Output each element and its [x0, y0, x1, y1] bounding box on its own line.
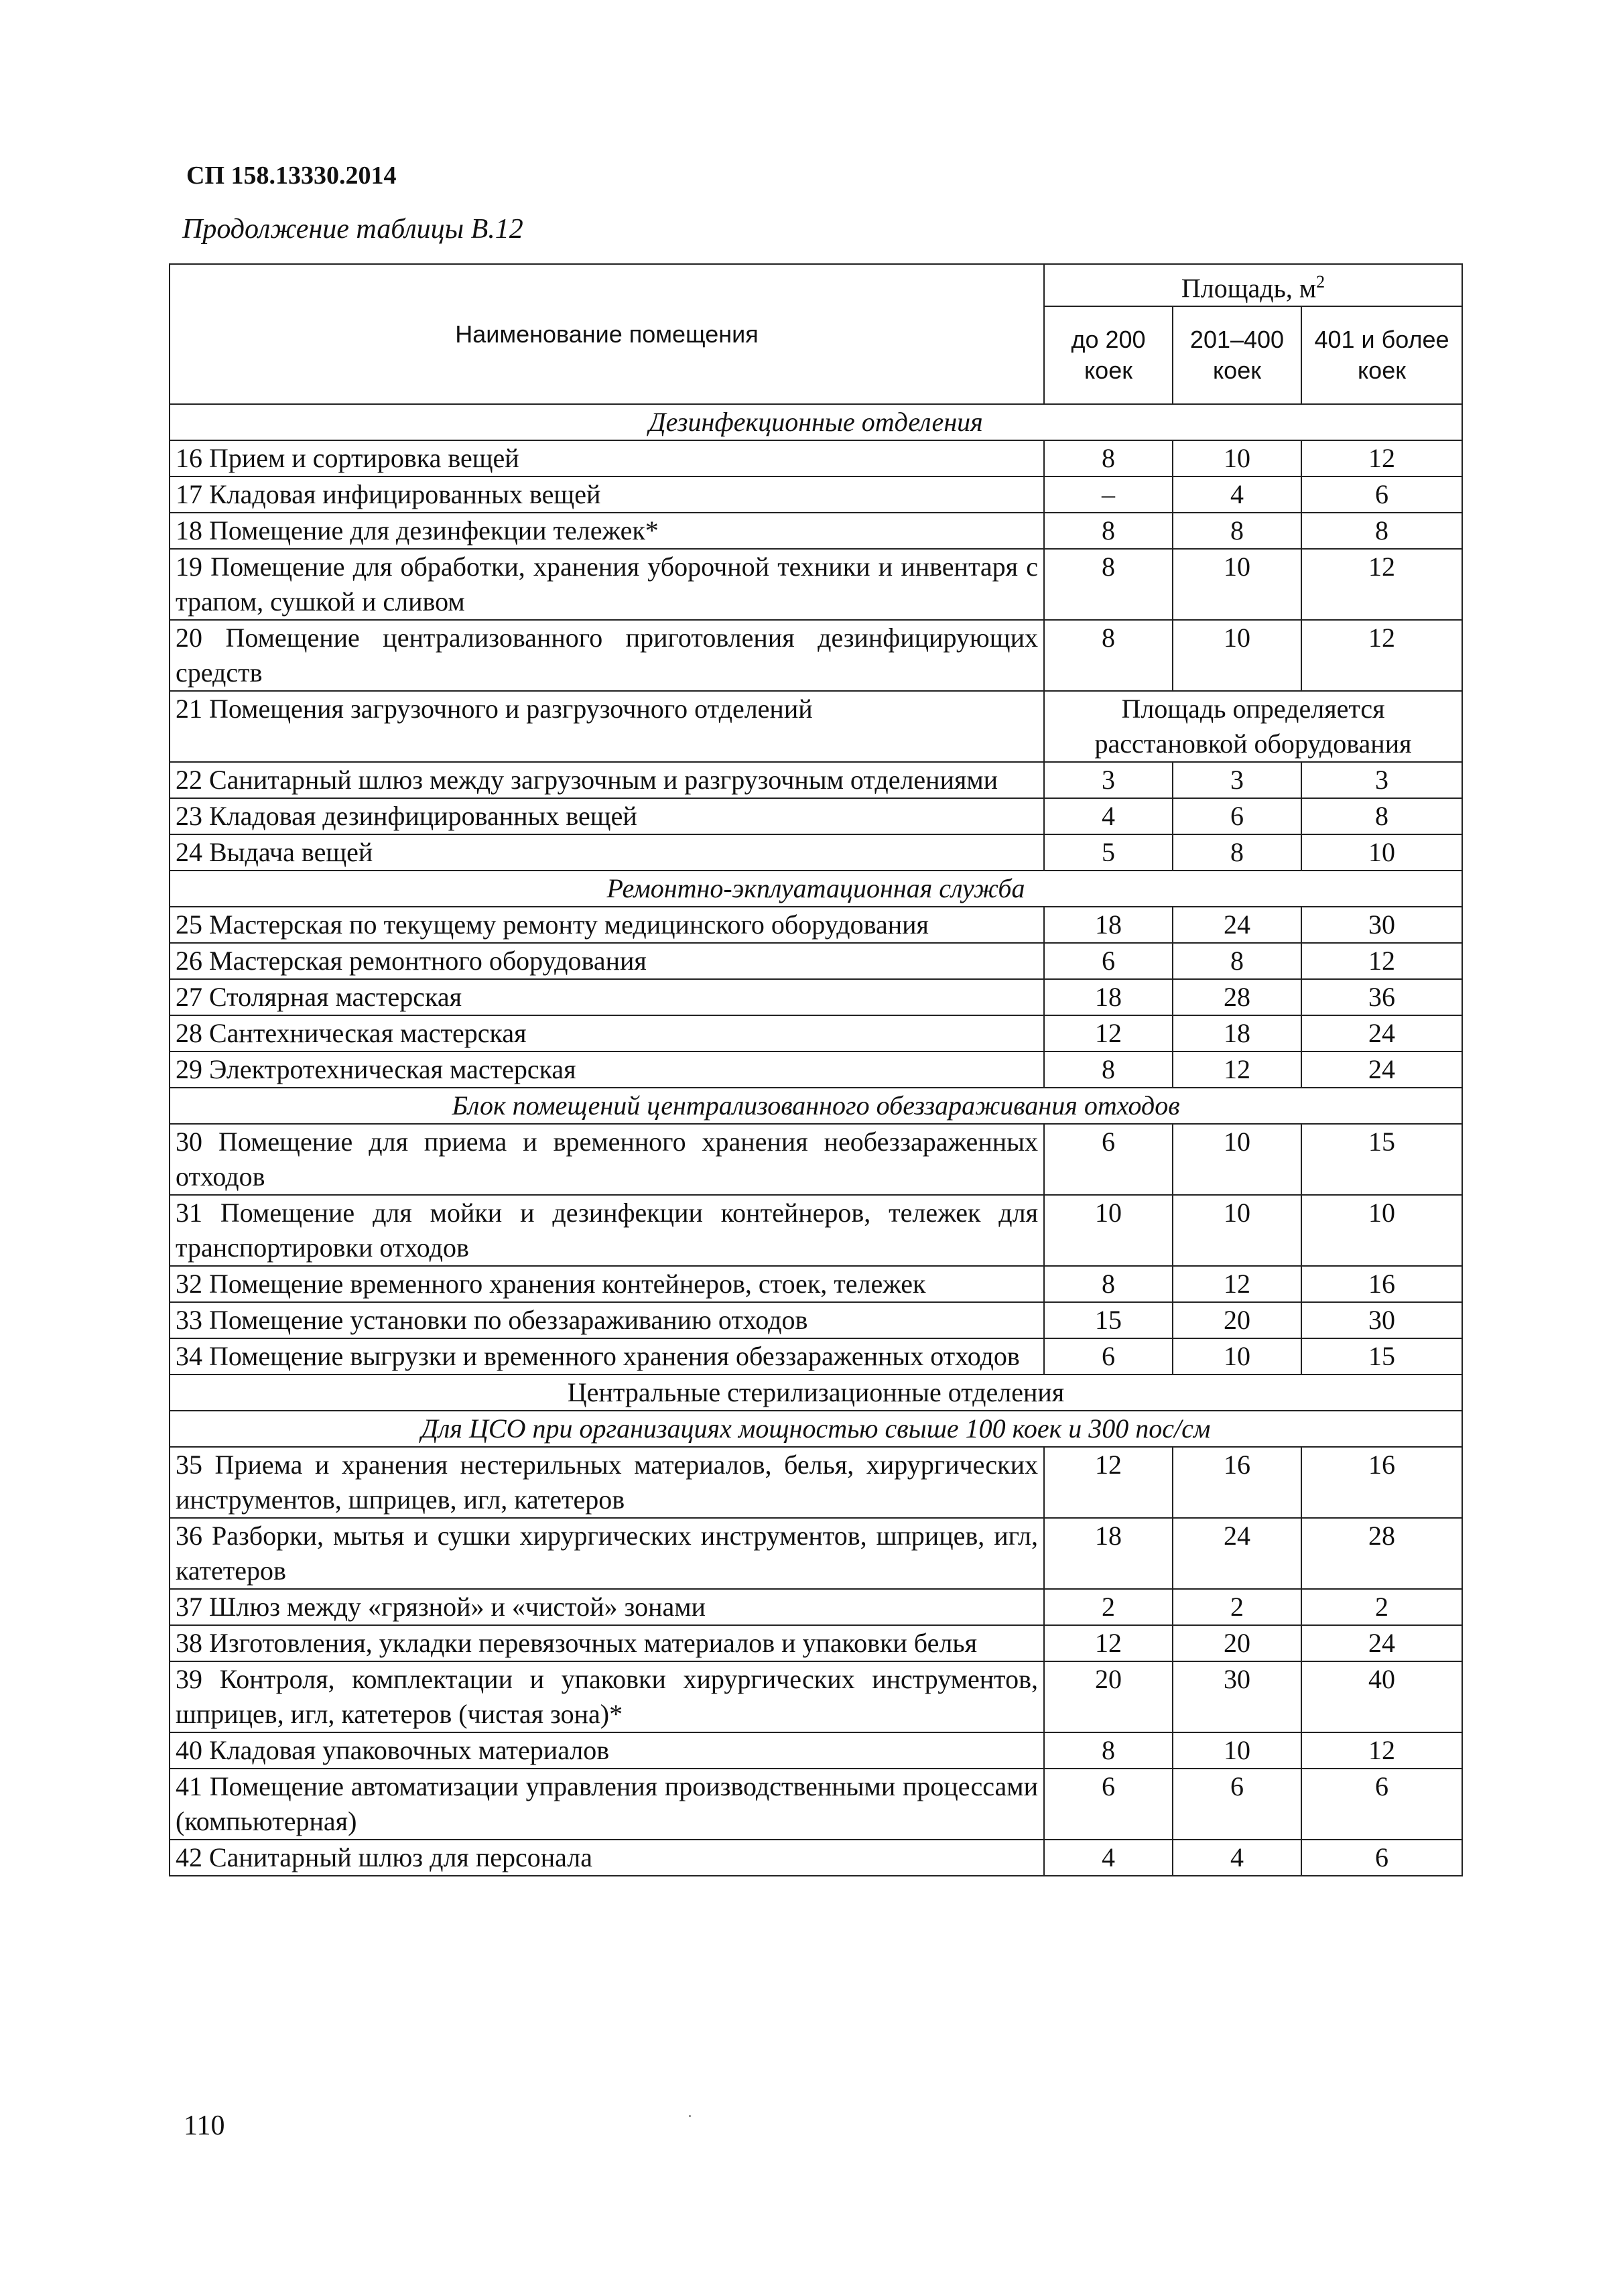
area-401-more-cell: 12: [1301, 943, 1462, 979]
table-row: [170, 1195, 1462, 1266]
room-name-cell: 34 Помещение выгрузки и временного хранения обеззараженных отходов: [170, 1338, 1044, 1375]
table-row: [170, 1266, 1462, 1302]
room-name-cell: 36 Разборки, мытья и сушки хирургических инструментов, шприцев, игл, катетеров: [170, 1518, 1044, 1589]
table-row: [170, 476, 1462, 513]
room-name-cell: 25 Мастерская по текущему ремонту медицинского оборудования: [170, 907, 1044, 943]
room-name-cell: 40 Кладовая упаковочных материалов: [170, 1732, 1044, 1769]
area-201-400-cell: 10: [1173, 549, 1301, 620]
room-name-cell: 30 Помещение для приема и временного хранения необеззараженных отходов: [170, 1124, 1044, 1195]
table-row: [170, 1447, 1462, 1518]
area-401-more-cell: 8: [1301, 513, 1462, 549]
area-201-400-cell: 12: [1173, 1051, 1301, 1088]
rooms-area-table: [169, 263, 1463, 1876]
table-row: [170, 1769, 1462, 1840]
table-row: [170, 1732, 1462, 1769]
room-name-cell: 16 Прием и сортировка вещей: [170, 440, 1044, 476]
room-name-cell: 29 Электротехническая мастерская: [170, 1051, 1044, 1088]
area-401-more-cell: 30: [1301, 907, 1462, 943]
table-row: [170, 1124, 1462, 1195]
header-up-to-200: до 200 коек: [1044, 306, 1173, 404]
area-401-more-cell: 10: [1301, 834, 1462, 871]
area-201-400-cell: 6: [1173, 798, 1301, 834]
page-number: 110: [184, 2110, 225, 2141]
room-name-cell: 21 Помещения загрузочного и разгрузочного отделений: [170, 691, 1044, 762]
area-201-400-cell: 10: [1173, 1338, 1301, 1375]
header-401-more: 401 и более коек: [1301, 306, 1462, 404]
table-row: [170, 440, 1462, 476]
table-row: [170, 1302, 1462, 1338]
area-401-more-cell: 12: [1301, 549, 1462, 620]
area-401-more-cell: 10: [1301, 1195, 1462, 1266]
area-201-400-cell: 10: [1173, 620, 1301, 691]
table-row: [170, 943, 1462, 979]
section-subtitle-cso: Для ЦСО при организациях мощностью свыше 100 коек и 300 пос/см: [170, 1411, 1462, 1447]
table-row: [170, 762, 1462, 798]
area-up-to-200-cell: 6: [1044, 1769, 1173, 1840]
area-up-to-200-cell: 18: [1044, 979, 1173, 1015]
table-row: [170, 1338, 1462, 1375]
room-name-cell: 18 Помещение для дезинфекции тележек*: [170, 513, 1044, 549]
area-up-to-200-cell: 2: [1044, 1589, 1173, 1625]
area-401-more-cell: 8: [1301, 798, 1462, 834]
area-201-400-cell: 10: [1173, 1732, 1301, 1769]
area-up-to-200-cell: 18: [1044, 1518, 1173, 1589]
room-name-cell: 32 Помещение временного хранения контейнеров, стоек, тележек: [170, 1266, 1044, 1302]
room-name-cell: 27 Столярная мастерская: [170, 979, 1044, 1015]
table-row: [170, 979, 1462, 1015]
area-up-to-200-cell: 6: [1044, 1338, 1173, 1375]
area-201-400-cell: 10: [1173, 440, 1301, 476]
room-name-cell: 39 Контроля, комплектации и упаковки хирургических инструментов, шприцев, игл, катетеров (чистая зона)*: [170, 1661, 1044, 1732]
area-201-400-cell: 3: [1173, 762, 1301, 798]
table-row: [170, 1015, 1462, 1051]
area-up-to-200-cell: –: [1044, 476, 1173, 513]
area-up-to-200-cell: 3: [1044, 762, 1173, 798]
area-401-more-cell: 6: [1301, 476, 1462, 513]
area-401-more-cell: 15: [1301, 1124, 1462, 1195]
room-name-cell: 28 Сантехническая мастерская: [170, 1015, 1044, 1051]
area-up-to-200-cell: 4: [1044, 1840, 1173, 1876]
area-up-to-200-cell: 12: [1044, 1447, 1173, 1518]
area-201-400-cell: 16: [1173, 1447, 1301, 1518]
table-row: [170, 549, 1462, 620]
area-up-to-200-cell: 5: [1044, 834, 1173, 871]
area-401-more-cell: 6: [1301, 1769, 1462, 1840]
area-401-more-cell: 24: [1301, 1015, 1462, 1051]
room-name-cell: 19 Помещение для обработки, хранения уборочной техники и инвентаря с трапом, сушкой и сливом: [170, 549, 1044, 620]
area-201-400-cell: 4: [1173, 476, 1301, 513]
area-401-more-cell: 24: [1301, 1051, 1462, 1088]
area-401-more-cell: 16: [1301, 1266, 1462, 1302]
scan-speck: [689, 2115, 691, 2117]
area-401-more-cell: 12: [1301, 620, 1462, 691]
section-row: [170, 404, 1462, 440]
area-201-400-cell: 6: [1173, 1769, 1301, 1840]
area-201-400-cell: 12: [1173, 1266, 1301, 1302]
area-up-to-200-cell: 4: [1044, 798, 1173, 834]
table-row: [170, 1518, 1462, 1589]
section-title: Блок помещений централизованного обеззараживания отходов: [170, 1088, 1462, 1124]
area-401-more-cell: 30: [1301, 1302, 1462, 1338]
section-row: [170, 1411, 1462, 1447]
table-continuation-caption: Продолжение таблицы В.12: [182, 214, 523, 245]
area-401-more-cell: 16: [1301, 1447, 1462, 1518]
area-up-to-200-cell: 18: [1044, 907, 1173, 943]
section-row: [170, 1375, 1462, 1411]
area-up-to-200-cell: 20: [1044, 1661, 1173, 1732]
area-up-to-200-cell: 12: [1044, 1625, 1173, 1661]
area-401-more-cell: 36: [1301, 979, 1462, 1015]
area-up-to-200-cell: 15: [1044, 1302, 1173, 1338]
area-up-to-200-cell: 6: [1044, 1124, 1173, 1195]
table-row: [170, 798, 1462, 834]
table-row: [170, 1840, 1462, 1876]
area-up-to-200-cell: 6: [1044, 943, 1173, 979]
room-name-cell: 17 Кладовая инфицированных вещей: [170, 476, 1044, 513]
area-up-to-200-cell: 8: [1044, 549, 1173, 620]
header-area-unit-sup: 2: [1316, 272, 1325, 292]
section-title: Ремонтно-экплуатационная служба: [170, 871, 1462, 907]
room-name-cell: 22 Санитарный шлюз между загрузочным и разгрузочным отделениями: [170, 762, 1044, 798]
room-name-cell: 31 Помещение для мойки и дезинфекции контейнеров, тележек для транспортировки отходов: [170, 1195, 1044, 1266]
area-401-more-cell: 28: [1301, 1518, 1462, 1589]
area-201-400-cell: 24: [1173, 1518, 1301, 1589]
table-row: [170, 513, 1462, 549]
area-401-more-cell: 6: [1301, 1840, 1462, 1876]
document-code: СП 158.13330.2014: [186, 162, 397, 190]
table-header: [170, 264, 1462, 404]
room-name-cell: 26 Мастерская ремонтного оборудования: [170, 943, 1044, 979]
header-area-label: Площадь, м: [1181, 273, 1317, 304]
area-up-to-200-cell: 8: [1044, 620, 1173, 691]
area-401-more-cell: 12: [1301, 440, 1462, 476]
area-201-400-cell: 18: [1173, 1015, 1301, 1051]
section-row: [170, 1088, 1462, 1124]
area-401-more-cell: 2: [1301, 1589, 1462, 1625]
room-name-cell: 38 Изготовления, укладки перевязочных материалов и упаковки белья: [170, 1625, 1044, 1661]
table-row: [170, 907, 1462, 943]
area-201-400-cell: 8: [1173, 943, 1301, 979]
section-title: Дезинфекционные отделения: [170, 404, 1462, 440]
area-201-400-cell: 20: [1173, 1625, 1301, 1661]
table-body: [170, 404, 1462, 1876]
room-name-cell: 42 Санитарный шлюз для персонала: [170, 1840, 1044, 1876]
area-up-to-200-cell: 8: [1044, 1732, 1173, 1769]
area-201-400-cell: 28: [1173, 979, 1301, 1015]
header-201-400: 201–400 коек: [1173, 306, 1301, 404]
area-201-400-cell: 2: [1173, 1589, 1301, 1625]
room-name-cell: 41 Помещение автоматизации управления производственными процессами (компьютерная): [170, 1769, 1044, 1840]
section-title-cso: Центральные стерилизационные отделения: [170, 1375, 1462, 1411]
area-401-more-cell: 40: [1301, 1661, 1462, 1732]
area-up-to-200-cell: 12: [1044, 1015, 1173, 1051]
area-201-400-cell: 10: [1173, 1195, 1301, 1266]
table-row: [170, 1661, 1462, 1732]
area-up-to-200-cell: 10: [1044, 1195, 1173, 1266]
area-201-400-cell: 24: [1173, 907, 1301, 943]
area-401-more-cell: 3: [1301, 762, 1462, 798]
table-row: [170, 834, 1462, 871]
area-401-more-cell: 24: [1301, 1625, 1462, 1661]
table-row: [170, 1051, 1462, 1088]
room-name-cell: 37 Шлюз между «грязной» и «чистой» зонами: [170, 1589, 1044, 1625]
area-201-400-cell: 8: [1173, 834, 1301, 871]
area-up-to-200-cell: 8: [1044, 440, 1173, 476]
table-row: [170, 1589, 1462, 1625]
header-area: [1044, 264, 1462, 306]
room-name-cell: 35 Приема и хранения нестерильных материалов, белья, хирургических инструментов, шприцев, игл, катетеров: [170, 1447, 1044, 1518]
area-201-400-cell: 10: [1173, 1124, 1301, 1195]
room-name-cell: 20 Помещение централизованного приготовления дезинфицирующих средств: [170, 620, 1044, 691]
table-row: [170, 1625, 1462, 1661]
area-201-400-cell: 30: [1173, 1661, 1301, 1732]
area-merged-cell: Площадь определяется расстановкой оборудования: [1044, 691, 1462, 762]
area-201-400-cell: 20: [1173, 1302, 1301, 1338]
area-401-more-cell: 15: [1301, 1338, 1462, 1375]
room-name-cell: 33 Помещение установки по обеззараживанию отходов: [170, 1302, 1044, 1338]
area-401-more-cell: 12: [1301, 1732, 1462, 1769]
area-201-400-cell: 4: [1173, 1840, 1301, 1876]
room-name-cell: 24 Выдача вещей: [170, 834, 1044, 871]
section-row: [170, 871, 1462, 907]
area-201-400-cell: 8: [1173, 513, 1301, 549]
table-row: [170, 620, 1462, 691]
area-up-to-200-cell: 8: [1044, 513, 1173, 549]
area-up-to-200-cell: 8: [1044, 1266, 1173, 1302]
table-row: [170, 691, 1462, 762]
room-name-cell: 23 Кладовая дезинфицированных вещей: [170, 798, 1044, 834]
header-room-name: Наименование помещения: [170, 264, 1044, 404]
area-up-to-200-cell: 8: [1044, 1051, 1173, 1088]
